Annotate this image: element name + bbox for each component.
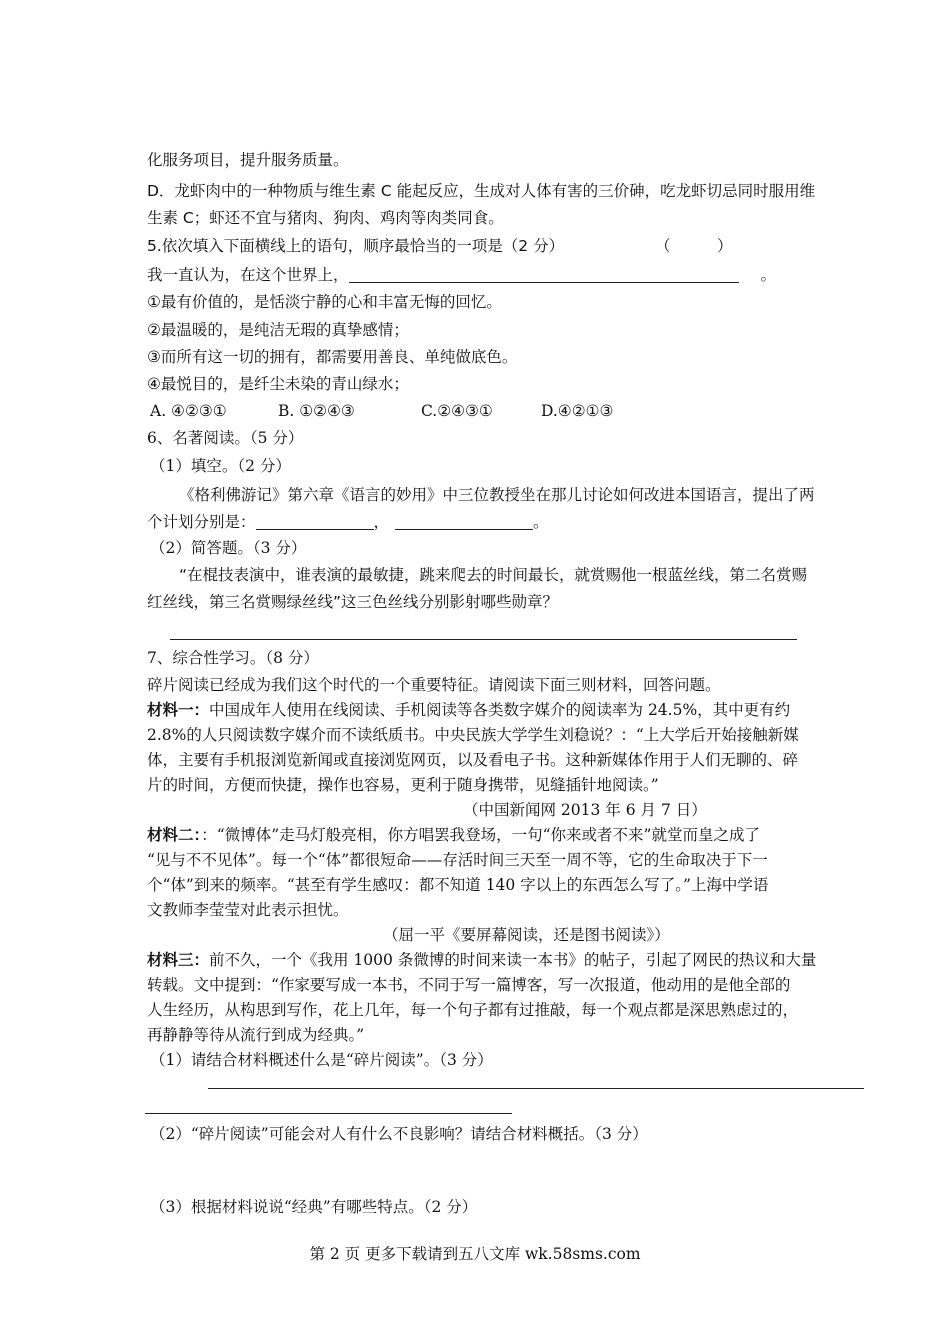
q5-prompt-text: 我一直认为，在这个世界上， [147,266,349,284]
q5-item-2: ②最温暖的，是纯洁无瑕的真挚感情； [147,321,409,339]
q7-material1-line3: 体，主要有手机报浏览新闻或直接浏览网页，以及看电子书。这种新媒体作用于人们无聊的、碎 [147,751,799,769]
q7-sub1-answer-line-2[interactable] [145,1113,512,1114]
q7-title: 7、综合性学习。（8 分） [147,649,319,667]
q6-question-line2: 红丝线，第三名赏赐绿丝线”这三色丝线分别影射哪些勋章？ [147,593,559,611]
q7-material1-line1 [147,700,790,720]
q7-intro: 碎片阅读已经成为我们这个时代的一个重要特征。请阅读下面三则材料，回答问题。 [147,676,721,694]
q6-sub2: （2）简答题。（3 分） [150,539,307,557]
q7-material1-line2: 2.8%的人只阅读数字媒介而不读纸质书。中央民族大学学生刘稳说？：“上大学后开始接触新媒 [147,726,799,744]
q7-material1-source: （中国新闻网 2013 年 6 月 7 日） [463,801,707,819]
q7-material3-line2: 转载。文中提到：“作家要写成一本书，不同于写一篇博客，写一次报道，他动用的是他全部的 [147,976,791,994]
q6-question-line1: “在棍技表演中，谁表演的最敏捷，跳来爬去的时间最长，就赏赐他一根蓝丝线，第二名赏赐 [179,566,808,584]
q6-fill-comma: ， [373,513,390,531]
q4-tail-line: 化服务项目，提升服务质量。 [147,151,349,169]
q6-sub1: （1）填空。（2 分） [150,457,291,475]
q7-material1-line4: 片的时间，方便而快捷，操作也容易，更利于随身携带，见缝插针地阅读。” [147,776,659,794]
q7-material1-label: 材料一： [147,700,210,719]
q5-answer-paren: （ ） [655,237,733,255]
q7-material3-text1: 前不久，一个《我用 1000 条微博的时间来读一本书》的帖子，引起了网民的热议和大量 [209,951,817,969]
q6-blank-1[interactable] [256,513,374,530]
q7-material3-line4: 再静静等待从流行到成为经典。” [147,1026,365,1044]
q5-blank[interactable] [349,266,739,283]
q5-option-a: A. ④②③① [150,402,227,420]
q6-answer-line[interactable] [170,639,797,640]
q7-material2-line3: 个“体”到来的频率。“甚至有学生感叹：都不知道 140 字以上的东西怎么写了。”上海中学语 [147,876,769,894]
q7-material2-line4: 文教师李莹莹对此表示担忧。 [147,901,349,919]
q5-prompt [147,265,776,285]
q7-material2-label: 材料二： [147,825,202,844]
q7-material3-label: 材料三： [147,950,210,969]
q5-stem-text: 5.依次填入下面横线上的语句，顺序最恰当的一项是（2 分） [147,237,565,255]
q5-item-4: ④最悦目的，是纤尘未染的青山绿水； [147,375,409,393]
q5-option-b: B. ①②④③ [278,402,355,420]
q4-option-d-line1: D．龙虾肉中的一种物质与维生素 C 能起反应，生成对人体有害的三价砷，吃龙虾切忌同时服用维 [147,182,816,200]
q6-fill-end: 。 [533,513,549,531]
q5-prompt-end: 。 [760,266,777,284]
q5-stem [147,236,564,256]
q6-fill-line2 [147,512,549,532]
q5-option-d: D.④②①③ [541,402,614,420]
q7-material2-source: （屈一平《要屏幕阅读，还是图书阅读》） [383,926,670,944]
q6-fill-line1: 《格利佛游记》第六章《语言的妙用》中三位教授坐在那儿讨论如何改进本国语言，提出了两 [179,486,815,504]
q6-blank-2[interactable] [395,513,533,530]
q7-material3-line3: 人生经历，从构思到写作，花上几年，每一个句子都有过推敲，每一个观点都是深思熟虑过的， [147,1001,799,1019]
q7-sub1: （1）请结合材料概述什么是“碎片阅读”。（3 分） [150,1051,493,1069]
q6-title: 6、名著阅读。（5 分） [147,429,304,447]
page-footer: 第 2 页 更多下载请到五八文库 wk.58sms.com [309,1245,641,1263]
q7-material2-text1: ：“微博体”走马灯般亮相，你方唱罢我登场，一句“你来或者不来”就堂而皇之成了 [201,826,760,844]
q5-option-c: C.②④③① [421,402,493,420]
q6-fill-label: 个计划分别是： [147,513,256,531]
q7-material2-line1 [147,825,760,845]
q7-sub1-answer-line-1[interactable] [208,1088,864,1089]
q7-material3-line1 [147,950,816,970]
q7-material2-line2: “见与不不见体”。每一个“体”都很短命——存活时间三天至一周不等，它的生命取决于下一 [147,851,768,869]
q5-item-3: ③而所有这一切的拥有，都需要用善良、单纯做底色。 [147,348,518,366]
q7-sub3: （3）根据材料说说“经典”有哪些特点。（2 分） [150,1198,478,1216]
q7-material1-text1: 中国成年人使用在线阅读、手机阅读等各类数字媒介的阅读率为 24.5%，其中更有约 [209,701,791,719]
q7-sub2: （2）“碎片阅读”可能会对人有什么不良影响？请结合材料概括。（3 分） [150,1125,648,1143]
q5-item-1: ①最有价值的，是恬淡宁静的心和丰富无悔的回忆。 [147,293,502,311]
q4-option-d-line2: 生素 C；虾还不宜与猪肉、狗肉、鸡肉等肉类同食。 [147,209,504,227]
